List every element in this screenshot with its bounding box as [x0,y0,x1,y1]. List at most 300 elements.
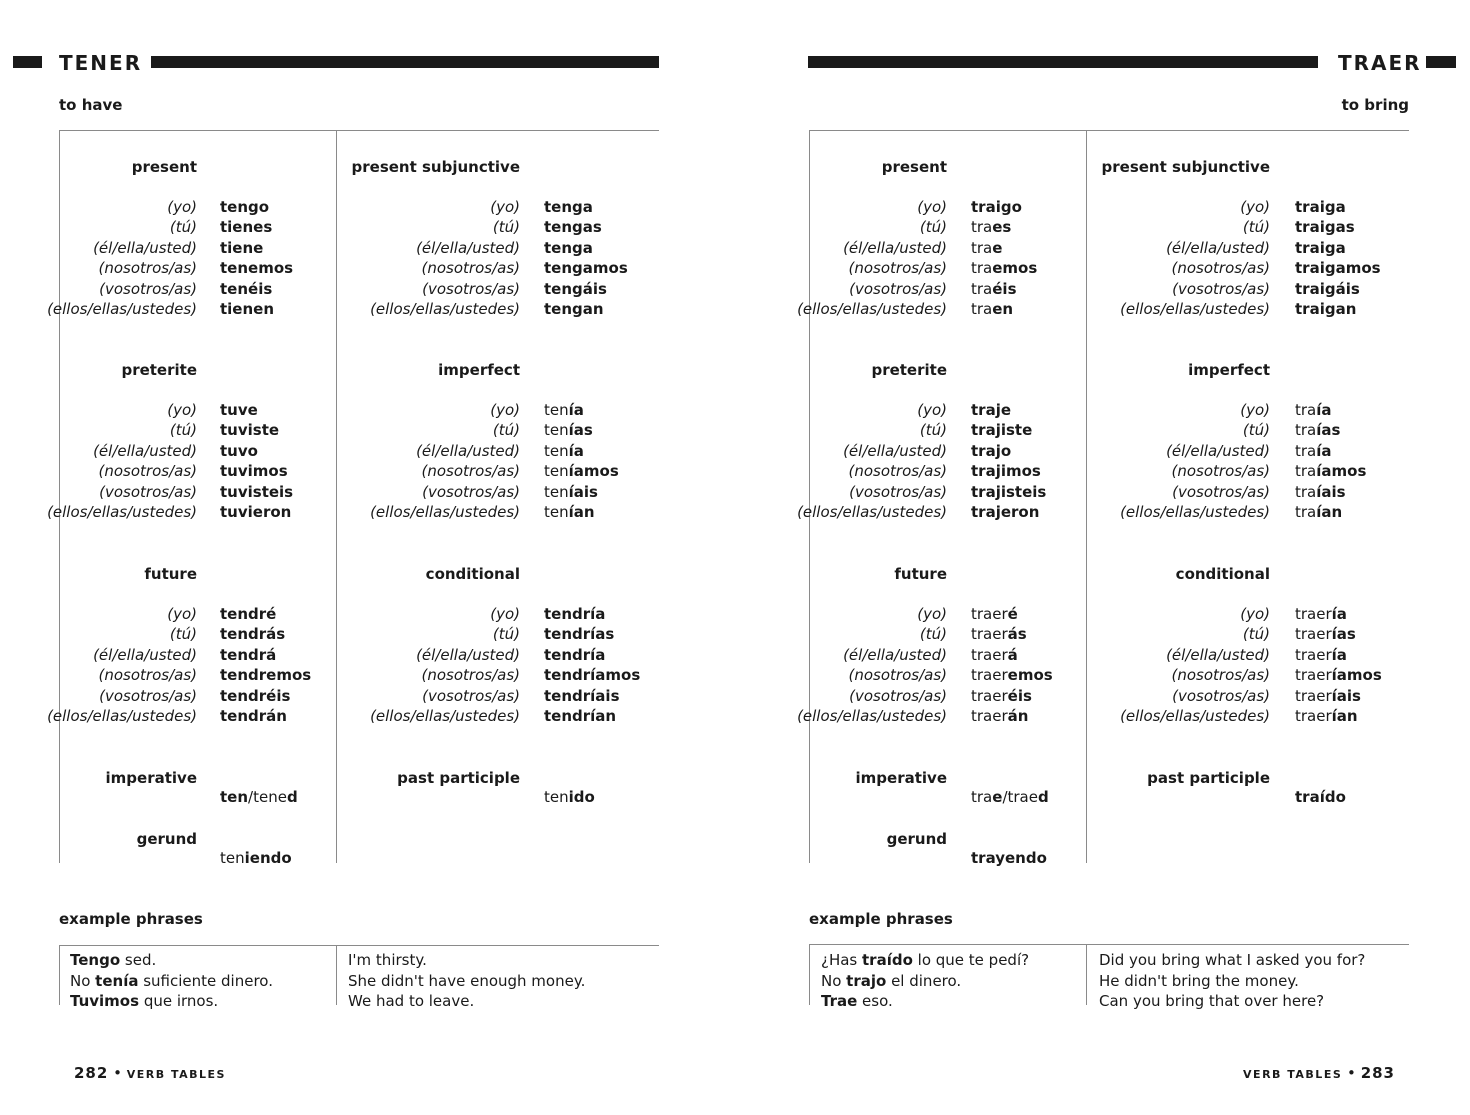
conjugated-form [1295,604,1347,624]
page-footer-right [1243,1064,1395,1084]
pronoun-text: (yo) [167,401,197,419]
form-text [544,462,619,480]
pronoun-label [0,665,197,685]
past-participle-stem: ten [544,788,569,806]
pronoun-label [747,645,947,665]
form-text [544,483,598,501]
pronoun-label [0,238,197,258]
form-ending: ás [1007,625,1027,644]
form-ending: éis [1007,686,1032,705]
pronoun-text: (ellos/ellas/ustedes) [797,503,947,521]
form-stem: traigas [1295,218,1355,237]
pronoun-text: (yo) [917,605,947,623]
pronoun-label [1070,461,1270,481]
pronoun-text: (vosotros/as) [422,686,520,705]
pronoun-label [0,604,197,624]
example-bold: traído [862,951,913,969]
pronoun-label [1070,197,1270,217]
pronoun-text: (yo) [917,198,947,216]
conjugated-form [971,461,1041,481]
form-stem: tendrías [544,625,615,644]
pronoun-label [0,197,197,217]
conjugated-form [1295,686,1361,706]
pronoun-label [320,686,520,706]
form-text [971,483,1046,501]
form-text [544,259,628,277]
pronoun-text: (nosotros/as) [1171,666,1270,685]
pronoun-label [0,420,197,440]
conjugated-form [971,441,1011,461]
example-pre: No [821,971,847,990]
pronoun-label [747,706,947,726]
pronoun-label [1070,217,1270,237]
pronoun-text: (él/ella/usted) [93,238,197,257]
tense-title: preterite [121,361,197,379]
pronoun-text: (yo) [1240,605,1270,623]
example-translation: Can you bring that over here? [1099,992,1325,1010]
conjugated-form [220,706,287,726]
imperative-separator: / [1002,788,1008,806]
example-bold: tenía [95,971,139,990]
gerund-stem: ten [220,849,245,867]
form-ending: íamos [1316,462,1367,481]
pronoun-label [320,217,520,237]
form-stem: tendrían [544,707,617,725]
pronoun-label [320,665,520,685]
form-ending: ían [1331,707,1358,725]
pronoun-label [747,238,947,258]
pronoun-label [747,461,947,481]
form-text [544,625,614,643]
form-text [971,625,1027,643]
form-text [971,503,1039,521]
form-text [1295,666,1382,684]
conjugated-form [971,624,1027,644]
form-stem: tengamos [544,259,628,278]
conjugated-form [971,217,1011,237]
pronoun-text: (vosotros/as) [99,482,197,501]
form-stem: tienes [220,218,273,237]
pronoun-text: (él/ella/usted) [1166,238,1270,257]
pronoun-text: (yo) [490,605,520,623]
form-text [971,666,1053,684]
pronoun-label [0,624,197,644]
pronoun-text: (él/ella/usted) [93,441,197,460]
tense-title: imperfect [438,361,520,379]
form-stem: traje [971,401,1012,419]
example-post: lo que te pedí? [912,951,1030,969]
conjugated-form [971,299,1013,319]
imperative-separator: / [248,788,254,806]
conjugated-form [1295,217,1355,237]
form-stem: tenga [544,238,593,257]
form-text [544,401,584,419]
pronoun-label [0,706,197,726]
pronoun-label [747,482,947,502]
page-number-left: 282 [74,1064,109,1082]
conjugated-form [220,279,272,299]
pronoun-text: (nosotros/as) [421,462,520,481]
conjugated-form [544,502,595,522]
example-translation: She didn't have enough money. [348,971,586,990]
form-stem: tra [971,238,993,257]
conjugated-form [1295,258,1381,278]
example-translation: I'm thirsty. [348,951,427,969]
form-text [220,259,293,277]
form-ending: íamos [1331,666,1382,685]
pronoun-text: (tú) [1242,218,1270,237]
form-text [220,666,311,684]
conjugated-form [1295,400,1332,420]
conjugated-form [544,420,593,440]
conjugated-form [1295,706,1358,726]
pronoun-text: (ellos/ellas/ustedes) [1120,300,1270,318]
form-stem: tengas [544,218,602,237]
pronoun-label [747,217,947,237]
pronoun-text: (él/ella/usted) [93,645,197,664]
tense-title: future [144,565,197,583]
examples-left-border-right [809,944,810,1005]
form-stem: traer [1295,605,1332,623]
pronoun-label [0,686,197,706]
conjugated-form [220,197,269,217]
conjugated-form [220,461,288,481]
example-bold: Tuvimos [70,992,140,1010]
example-post: suficiente dinero. [138,971,273,990]
form-stem: tra [1295,421,1317,440]
pronoun-text: (nosotros/as) [848,462,947,481]
pronoun-label [1070,299,1270,319]
form-text [544,239,593,257]
pronoun-label [320,645,520,665]
form-text [1295,401,1332,419]
examples-top-rule-left [59,945,659,946]
form-text [1295,687,1361,705]
form-stem: tra [971,300,993,318]
form-stem: tengan [544,300,604,318]
conjugated-form [1295,441,1332,461]
form-ending: e [992,238,1003,257]
conjugated-form [1295,645,1347,665]
imperative-a-stem: tra [971,788,993,806]
pronoun-label [747,502,947,522]
imperative-b-ending: d [1037,788,1049,806]
form-text [1295,707,1358,725]
pronoun-text: (yo) [1240,401,1270,419]
form-ending: ía [1331,645,1347,664]
example-phrase [70,950,156,970]
form-stem: trajimos [971,462,1041,481]
form-stem: traer [971,605,1008,623]
pronoun-label [1070,645,1270,665]
form-text [220,239,263,257]
conjugated-form [544,624,614,644]
conjugated-form [544,299,604,319]
pronoun-label [0,299,197,319]
form-stem: tuvimos [220,462,288,481]
form-text [220,421,279,439]
pronoun-text: (yo) [917,401,947,419]
form-ending: es [992,218,1012,237]
form-text [544,218,602,236]
form-ending: ían [1316,503,1343,521]
pronoun-label [1070,665,1270,685]
form-text [220,503,291,521]
pronoun-text: (ellos/ellas/ustedes) [370,300,520,318]
form-stem: tra [1295,503,1317,521]
pronoun-label [320,258,520,278]
conjugated-form [544,217,602,237]
form-ending: á [1007,645,1018,664]
form-text [220,625,285,643]
form-text [544,421,593,439]
form-stem: tendríamos [544,666,641,685]
form-text [1295,625,1356,643]
form-stem: tendría [544,645,606,664]
pronoun-label [0,279,197,299]
pronoun-text: (yo) [490,198,520,216]
pronoun-label [1070,441,1270,461]
form-text [1295,503,1342,521]
pronoun-text: (él/ella/usted) [843,238,947,257]
form-ending: emos [248,259,294,278]
pronoun-text: (vosotros/as) [99,686,197,705]
tense-title: preterite [871,361,947,379]
pronoun-text: (ellos/ellas/ustedes) [47,707,197,725]
form-stem: tuvieron [220,503,292,521]
form-text [220,646,276,664]
imperative-a-stem: ten [220,788,249,806]
pronoun-label [0,461,197,481]
form-ending: íais [1331,686,1361,705]
form-stem: ten [544,441,569,460]
pronoun-text: (nosotros/as) [421,259,520,278]
form-stem: trajisteis [971,482,1047,501]
form-text [971,442,1011,460]
pronoun-text: (vosotros/as) [849,482,947,501]
form-text [1295,300,1356,318]
pronoun-label [747,420,947,440]
page-footer-left [74,1064,226,1084]
conjugated-form [220,502,291,522]
pronoun-text: (ellos/ellas/ustedes) [370,503,520,521]
form-stem: ten [544,503,569,521]
pronoun-text: (ellos/ellas/ustedes) [47,503,197,521]
pronoun-text: (ellos/ellas/ustedes) [370,707,520,725]
form-stem: tendrán [220,707,287,725]
example-phrases-title-right: example phrases [809,910,953,928]
imperative-b-stem: tene [253,788,287,806]
pronoun-text: (él/ella/usted) [1166,441,1270,460]
form-text [971,198,1022,216]
pronoun-text: (él/ella/usted) [843,645,947,664]
imperative-title: imperative [105,769,197,787]
header-bar-right [808,56,1318,68]
form-text [220,483,293,501]
form-text [1295,646,1347,664]
form-stem: tenga [544,198,593,216]
pronoun-label [0,441,197,461]
pronoun-text: (yo) [167,605,197,623]
pronoun-label [320,706,520,726]
pronoun-text: (nosotros/as) [848,259,947,278]
tense-title: conditional [425,565,520,583]
form-ending: ías [1316,421,1341,440]
pronoun-label [0,502,197,522]
pronoun-text: (ellos/ellas/ustedes) [1120,503,1270,521]
gerund-ending: iendo [244,849,292,867]
page-number-right: 283 [1360,1064,1395,1082]
pronoun-label [1070,238,1270,258]
form-text [544,687,620,705]
pronoun-label [0,482,197,502]
imperative-a-ending: e [992,788,1003,806]
pronoun-text: (él/ella/usted) [416,645,520,664]
imperative-forms [220,787,298,807]
example-bold: trajo [846,971,887,990]
conjugated-form [1295,502,1342,522]
gerund-form [220,848,292,868]
form-text [544,442,584,460]
form-text [220,401,258,419]
conjugated-form [544,482,598,502]
form-stem: tendremos [220,666,312,685]
pronoun-text: (nosotros/as) [98,259,197,278]
pronoun-text: (ellos/ellas/ustedes) [797,300,947,318]
conjugated-form [1295,279,1360,299]
pronoun-text: (él/ella/usted) [843,441,947,460]
form-text [220,442,258,460]
form-stem: tengáis [544,279,607,298]
form-text [971,218,1011,236]
conjugated-form [544,686,620,706]
form-ending: íais [568,482,598,501]
conjugated-form [544,238,593,258]
pronoun-label [320,441,520,461]
form-text [1295,239,1346,257]
imperative-b-stem: trae [1007,788,1038,806]
tense-title: present [881,158,947,176]
verb-translation-right: to bring [1341,96,1409,114]
form-text [971,687,1032,705]
imperative-forms [971,787,1049,807]
pronoun-text: (él/ella/usted) [1166,645,1270,664]
form-stem: tendré [220,605,277,623]
form-text [544,198,593,216]
form-stem: tuviste [220,421,280,440]
pronoun-label [320,482,520,502]
example-bold: Tengo [70,951,121,969]
pronoun-label [320,279,520,299]
form-stem: ten [544,401,569,419]
past-participle-ending: ido [568,788,595,806]
form-stem: traer [1295,625,1332,644]
example-phrase [821,971,961,991]
conjugated-form [971,502,1039,522]
pronoun-label [320,420,520,440]
form-text [1295,442,1332,460]
gerund-title: gerund [136,830,197,848]
example-pre: ¿Has [821,951,863,969]
conjugated-form [220,400,258,420]
conjugated-form [971,279,1017,299]
form-text [971,605,1018,623]
form-ending: emos [992,259,1038,278]
pronoun-label [747,400,947,420]
pronoun-text: (vosotros/as) [99,279,197,298]
form-ending: éis [992,279,1017,298]
pronoun-label [1070,279,1270,299]
example-phrase [70,971,273,991]
form-stem: traigo [971,198,1022,216]
form-text [1295,462,1366,480]
form-stem: traiga [1295,198,1346,216]
conjugated-form [971,686,1032,706]
conjugated-form [971,197,1022,217]
conjugated-form [1295,238,1346,258]
past-participle-ending: traído [1295,788,1346,806]
form-text [220,462,288,480]
conjugated-form [971,420,1032,440]
form-text [971,421,1032,439]
form-text [220,687,290,705]
conjugated-form [971,645,1018,665]
form-stem: tuvisteis [220,482,294,501]
verb-title-left: TENER [59,51,143,75]
header-bar-left-stub [13,56,42,68]
conjugated-form [544,400,584,420]
conjugated-form [220,482,293,502]
example-pre: No [70,971,96,990]
header-bar-left [151,56,659,68]
pronoun-text: (ellos/ellas/ustedes) [1120,707,1270,725]
example-post: que irnos. [139,992,219,1010]
form-text [544,707,616,725]
examples-divider-left [336,945,337,1005]
conjugated-form [1295,624,1356,644]
form-text [971,280,1017,298]
form-ending: ían [568,503,595,521]
pronoun-label [320,604,520,624]
form-text [971,707,1028,725]
pronoun-label [1070,502,1270,522]
form-text [1295,280,1360,298]
pronoun-text: (tú) [919,218,947,237]
form-ending: é [1007,605,1018,623]
form-stem: tra [1295,441,1317,460]
form-stem: traer [971,666,1008,685]
form-ending: ía [1316,401,1332,419]
pronoun-label [1070,420,1270,440]
past-participle-form [544,787,595,807]
conjugated-form [1295,665,1382,685]
pronoun-label [1070,624,1270,644]
conjugated-form [544,665,640,685]
form-stem: ten [220,259,249,278]
form-stem: tra [1295,482,1317,501]
form-text [971,259,1037,277]
form-stem: traer [1295,686,1332,705]
form-text [544,646,605,664]
tense-title: present subjunctive [1101,158,1270,176]
pronoun-label [747,258,947,278]
conjugated-form [220,258,293,278]
form-stem: traer [971,645,1008,664]
conjugated-form [220,299,274,319]
example-translation: He didn't bring the money. [1099,971,1299,990]
form-ending: ía [568,441,584,460]
conjugated-form [544,461,619,481]
